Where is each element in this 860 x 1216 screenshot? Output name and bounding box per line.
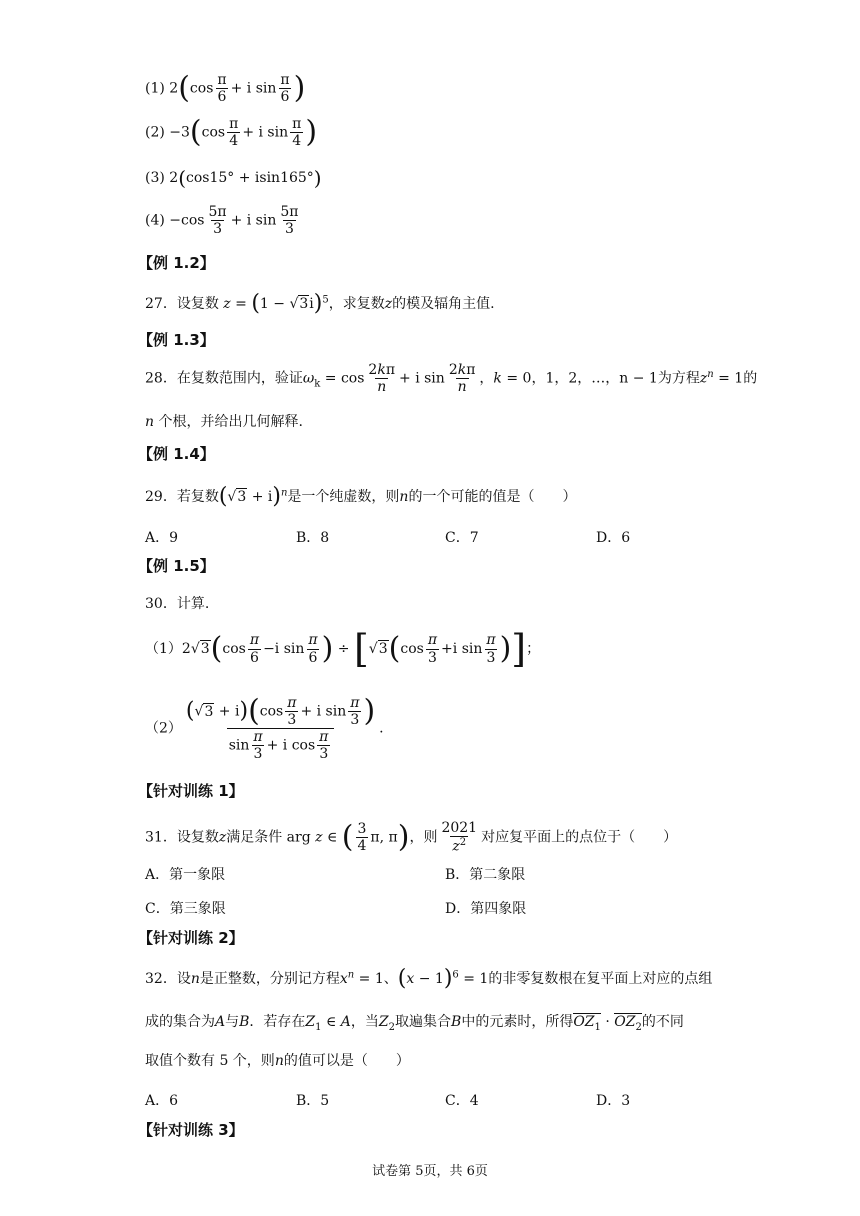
q30-title: 30．计算. — [145, 596, 210, 612]
heading-example-1-4: 【例 1.4】 — [138, 445, 215, 463]
q26-item-1: (1) 2(cos $\frac{\pi}{6}$ + i sin $\frac{\pi}{6}$ ) — [145, 70, 306, 106]
q27-text: 27．设复数 $z = (1 - √3i)^5$，求复数z的模及辐角主值. — [145, 291, 495, 316]
heading-training-1: 【针对训练 1】 — [138, 782, 244, 800]
q32-line-1: 32．设n是正整数，分别记方程$x^n = 1$、$(x - 1)^6 = 1$的非零复数根在复平面上对应的点组 — [145, 966, 713, 991]
q30-part-1: （1）2√3(cos $\frac{\pi}{6}$ −i sin $\frac{\pi}{6}$ ) ÷ [√3(cos $\frac{\pi}{3}$ +i sin $\frac{\pi}{3}$ )]； — [145, 627, 541, 671]
page-footer: 试卷第 5页，共 6页 — [372, 1164, 488, 1179]
q31-option-c[interactable]: C．第三象限 — [145, 901, 226, 917]
q31-option-d[interactable]: D．第四象限 — [445, 901, 527, 917]
q31-text: 31．设复数z满足条件 arg z ∈ ( $\frac{3}{4}$ π, π)，则 $\frac{2021}{z^2}$ 对应复平面上的点位于（ ） — [145, 819, 678, 855]
q26-item-3: (3) 2(cos15° + isin165°) — [145, 166, 322, 190]
q30-part-2: （2） (√3 + i)(cos $\frac{\pi}{3}$ + i sin $\frac{\pi}{3}$ ) sin $\frac{\pi}{3}$ + i cos $\frac{\pi}{3}$ . — [145, 693, 384, 763]
q29-option-c[interactable]: C．7 — [445, 530, 479, 546]
q31-option-b[interactable]: B．第二象限 — [445, 867, 526, 883]
q29-option-d[interactable]: D．6 — [596, 530, 631, 546]
q28-line-2: n 个根，并给出几何解释. — [145, 414, 303, 430]
q32-option-c[interactable]: C．4 — [445, 1093, 479, 1109]
q32-line-3: 取值个数有 5 个，则n的值可以是（ ） — [145, 1053, 410, 1069]
q28-line-1: 28．在复数范围内，验证$\omega_k = \cos$ $\frac{2k\pi}{n}$ + i sin $\frac{2k\pi}{n}$ ，k = 0，1，2，…，n − 1为方程$z^n = 1$的 — [145, 362, 758, 396]
q32-option-b[interactable]: B．5 — [296, 1093, 330, 1109]
q32-option-d[interactable]: D．3 — [596, 1093, 631, 1109]
heading-example-1-2: 【例 1.2】 — [138, 254, 215, 272]
heading-example-1-5: 【例 1.5】 — [138, 557, 215, 575]
q29-option-a[interactable]: A．9 — [145, 530, 179, 546]
q31-option-a[interactable]: A．第一象限 — [145, 867, 226, 883]
q29-text: 29．若复数$(√3 + i)^n$是一个纯虚数，则n的一个可能的值是（ ） — [145, 484, 577, 509]
q32-line-2: 成的集合为A与B．若存在$Z_1$ ∈ A，当$Z_2$取遍集合B中的元素时，所得$OZ_1 \cdot OZ_2$的不同 — [145, 1014, 684, 1033]
q26-item-2: (2) −3(cos $\frac{\pi}{4}$ + i sin $\frac{\pi}{4}$ ) — [145, 114, 318, 150]
heading-training-3: 【针对训练 3】 — [138, 1121, 244, 1139]
q29-option-b[interactable]: B．8 — [296, 530, 330, 546]
q32-option-a[interactable]: A．6 — [145, 1093, 179, 1109]
q26-item-4: (4) −cos $\frac{5\pi}{3}$ + i sin $\frac{5\pi}{3}$ — [145, 204, 299, 238]
heading-training-2: 【针对训练 2】 — [138, 929, 244, 947]
heading-example-1-3: 【例 1.3】 — [138, 331, 215, 349]
